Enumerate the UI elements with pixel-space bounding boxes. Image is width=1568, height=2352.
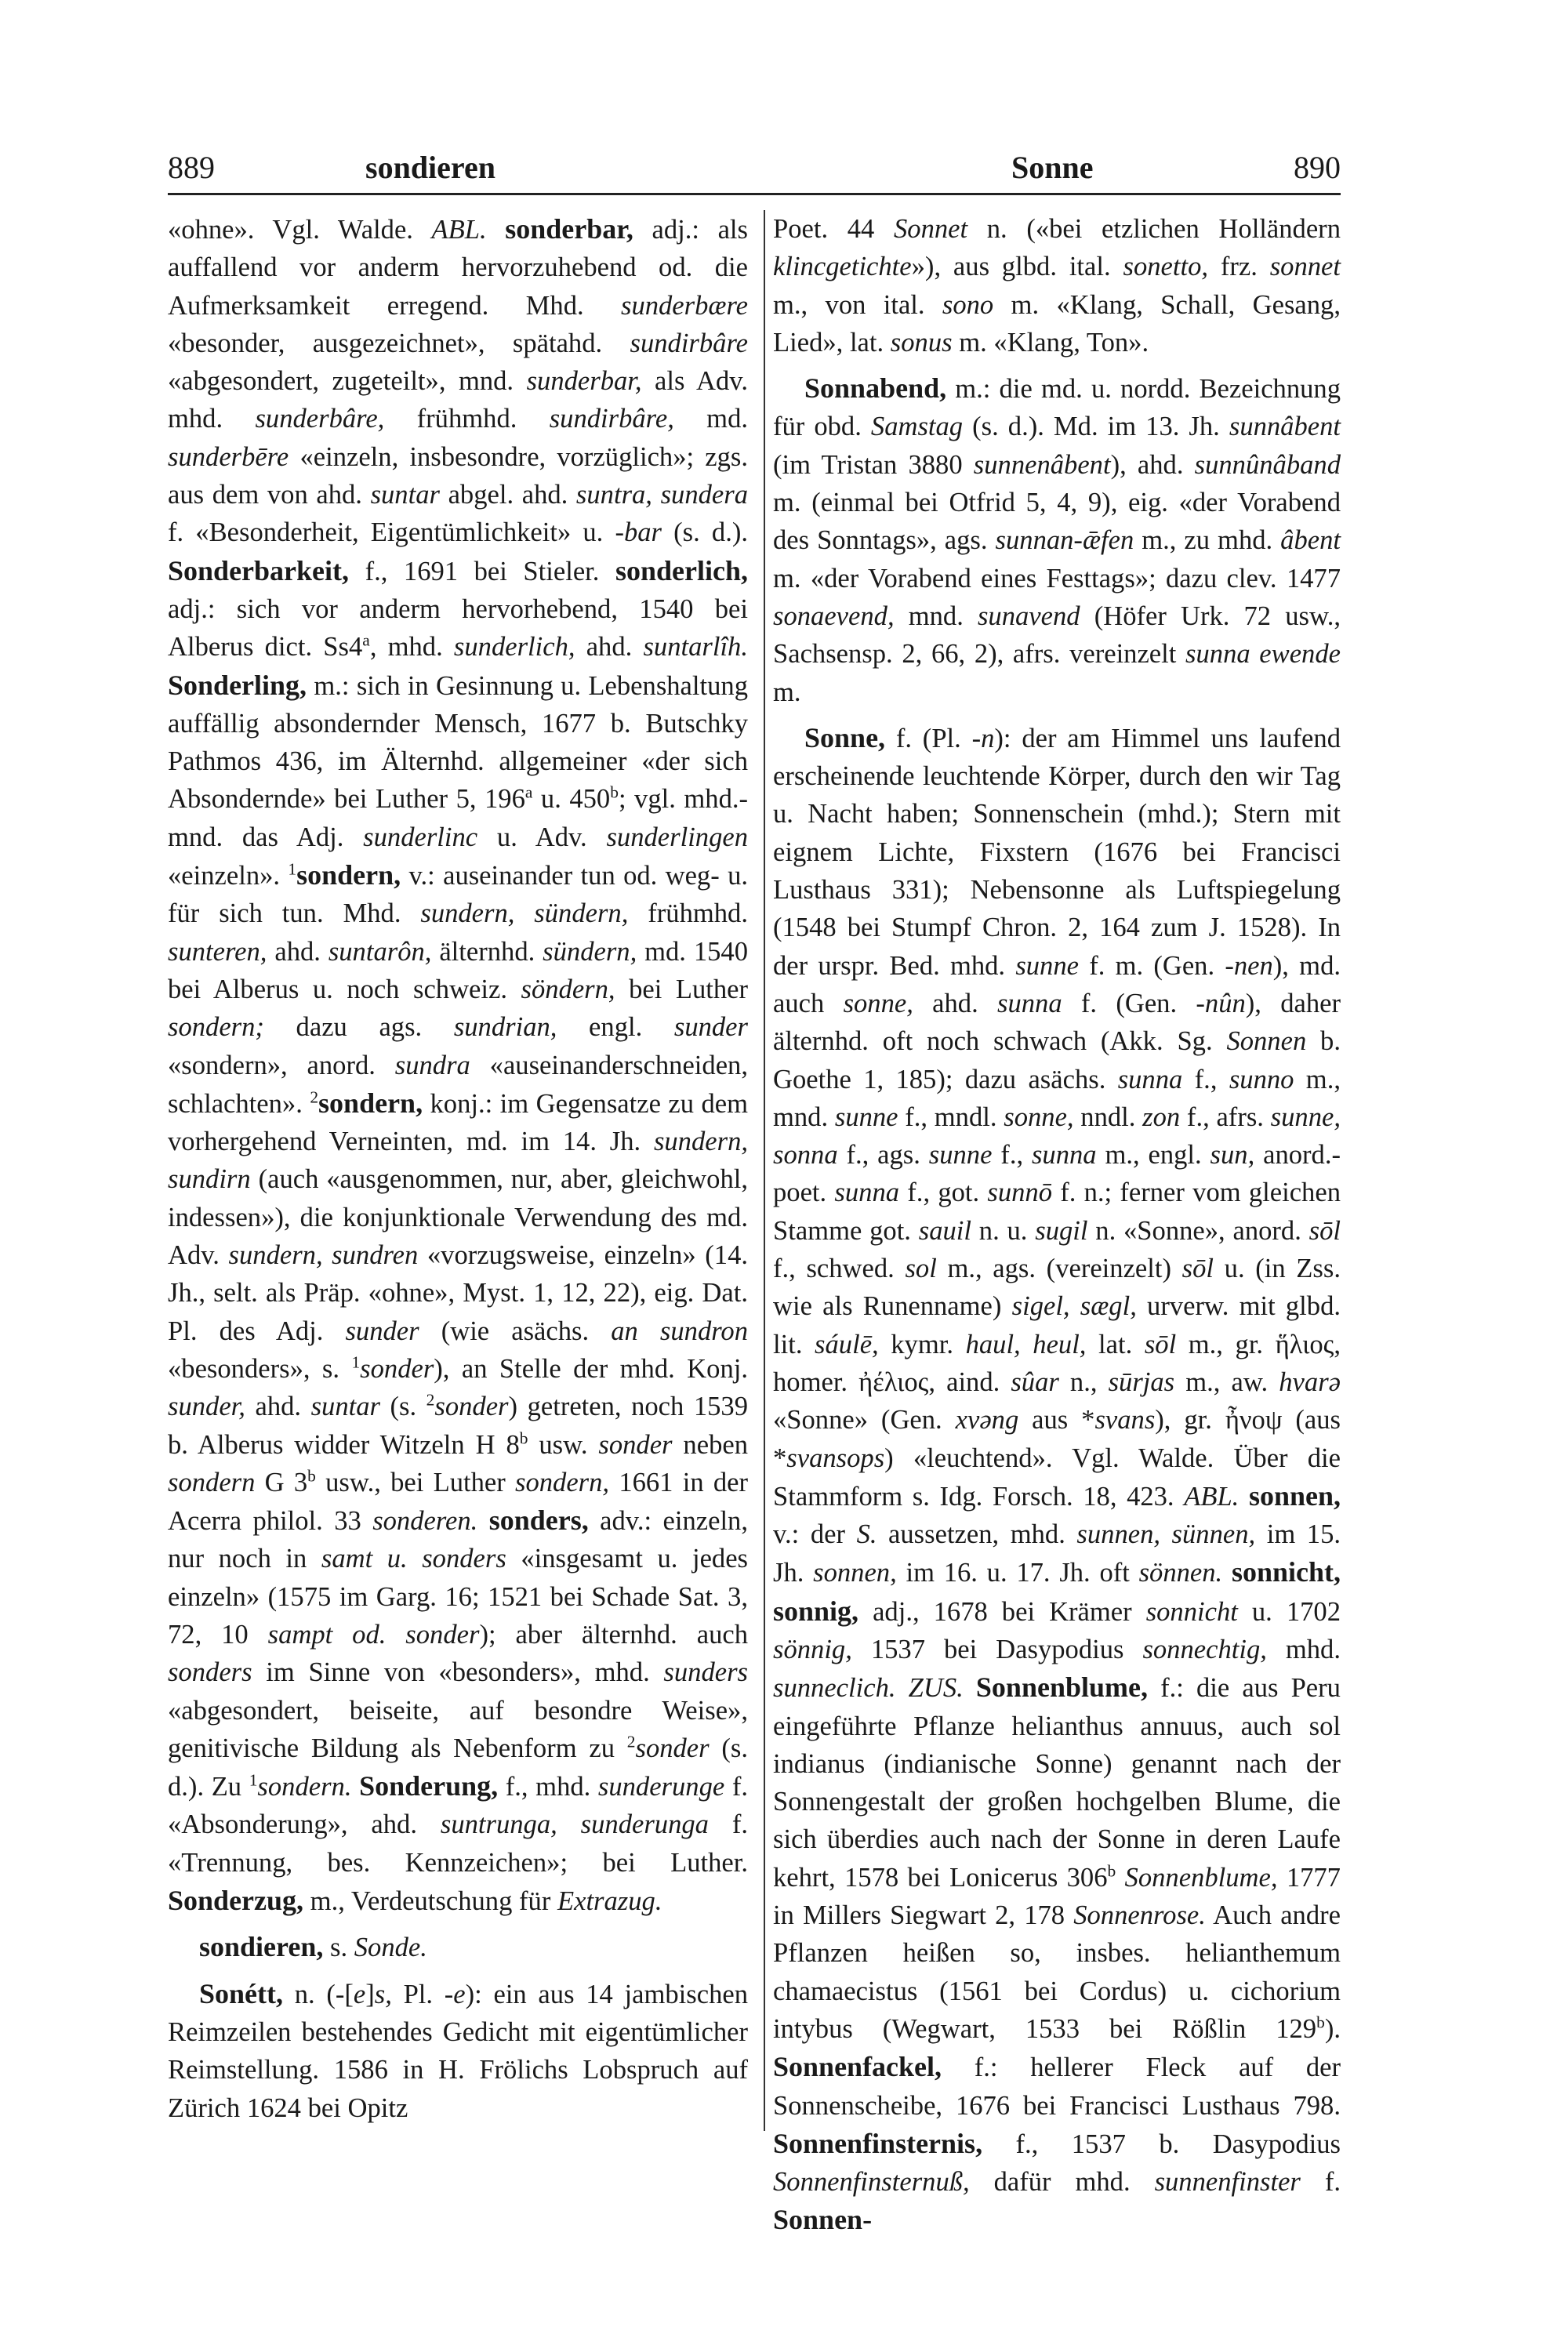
left-column [168, 210, 748, 2139]
right-column [773, 210, 1341, 2236]
header-rule [168, 193, 1341, 195]
entry-paragraph: Sonétt, n. (-[e]s, Pl. -e): ein aus 14 jambischen Reimzeilen bestehendes Gedicht mit eigentümlicher Reimstellung. 1586 in H. Frölichs Lobspruch auf Zürich 1624 bei Opitz [168, 1977, 748, 2123]
entry-paragraph: «ohne». Vgl. Walde. ABL. sonderbar, adj.: als auffallend vor anderm hervorzuhebend od. die Aufmerksamkeit erregend. Mhd. sunderbære «besonder, ausgezeichnet», spätahd. sundirbâre «abgesondert, zugeteilt», mnd. sunderbar, als Adv. mhd. sunderbâre, frühmhd. sundirbâre, md. sunderbēre «einzeln, insbesondre, vorzüglich»; zgs. aus dem von ahd. suntar abgel. ahd. suntra, sundera f. «Besonderheit, Eigentümlichkeit» u. -bar (s. d.). Sonderbarkeit, f., 1691 bei Stieler. sonderlich, adj.: sich vor anderm hervorhebend, 1540 bei Alberus dict. Ss4$^a$, mhd. sunderlich, ahd. suntarlîh. Sonderling, m.: sich in Gesinnung u. Lebenshaltung auffällig absondernder Mensch, 1677 b. Butschky Pathmos 436, im Älternhd. allgemeiner «der sich Absondernde» bei Luther 5, 196$^a$ u. 450$^b$; vgl. mhd.-mnd. das Adj. sunderlinc u. Adv. sunderlingen «einzeln». $^1$sondern, v.: auseinander tun od. weg- u. für sich tun. Mhd. sundern, sündern, frühmhd. sunteren, ahd. suntarôn, älternhd. sündern, md. 1540 bei Alberus u. noch schweiz. söndern, bei Luther sondern; dazu ags. sundrian, engl. sunder «sondern», anord. sundra «auseinanderschneiden, schlachten». $^2$sondern, konj.: im Gegensatze zu dem vorhergehend Verneinten, md. im 14. Jh. sundern, sundirn (auch «ausgenommen, nur, aber, gleichwohl, indessen»), die konjunktionale Verwendung des md. Adv. sundern, sundren «vorzugsweise, einzeln» (14. Jh., selt. als Präp. «ohne», Myst. 1, 12, 22), eig. Dat. Pl. des Adj. sunder (wie asächs. an sundron «besonders», s. $^1$sonder), an Stelle der mhd. Konj. sunder, ahd. suntar (s. $^2$sonder) getreten, noch 1539 b. Alberus widder Witzeln H 8$^b$ usw. sonder neben sondern G 3$^b$ usw., bei Luther sondern, 1661 in der Acerra philol. 33 sonderen. sonders, adv.: einzeln, nur noch in samt u. sonders «insgesamt u. jedes einzeln» (1575 im Garg. 16; 1521 bei Schade Sat. 3, 72, 10 sampt od. sonder); aber älternhd. auch sonders im Sinne von «besonders», mhd. sunders «abgesondert, beiseite, auf besondre Weise», genitivische Bildung als Nebenform zu $^2$sonder (s. d.). Zu $^1$sondern. Sonderung, f., mhd. sunderunge f. «Absonderung», ahd. suntrunga, sunderunga f. «Trennung, bes. Kennzeichen»; bei Luther. Sonderzug, m., Verdeutschung für Extrazug. [168, 213, 749, 1917]
entry-paragraph: Sonnabend, m.: die md. u. nordd. Bezeichnung für obd. Samstag (s. d.). Md. im 13. Jh. sunnâbent (im Tristan 3880 sunnenâbent), ahd. sunnûnâband m. (einmal bei Otfrid 5, 4, 9), eig. «der Vorabend des Sonntags», ags. sunnan-ǣfen m., zu mhd. âbent m. «der Vorabend eines Festtags»; dazu clev. 1477 sonaevend, mnd. sunavend (Höfer Urk. 72 usw., Sachsensp. 2, 66, 2), afrs. vereinzelt sunna ewende m. [773, 372, 1341, 707]
catchword-left: sondieren [365, 150, 495, 185]
entry-paragraph: Sonne, f. (Pl. -n): der am Himmel uns laufend erscheinende leuchtende Körper, durch den wir Tag u. Nacht haben; Sonnenschein (mhd.); Stern mit eignem Lichte, Fixstern (1676 bei Francisci Lusthaus 331); Nebensonne als Luftspiegelung (1548 bei Stumpf Chron. 2, 164 zum J. 1528). In der urspr. Bed. mhd. sunne f. m. (Gen. -nen), md. auch sonne, ahd. sunna f. (Gen. -nûn), daher älternhd. oft noch schwach (Akk. Sg. Sonnen b. Goethe 1, 185); dazu asächs. sunna f., sunno m., mnd. sunne f., mndl. sonne, nndl. zon f., afrs. sunne, sonna f., ags. sunne f., sunna m., engl. sun, anord.-poet. sunna f., got. sunnō f. n.; ferner vom gleichen Stamme got. sauil n. u. sugil n. «Sonne», anord. sōl f., schwed. sol m., ags. (vereinzelt) sōl u. (in Zss. wie als Runenname) sigel, sægl, urverw. mit glbd. lit. sáulē, kymr. haul, heul, lat. sōl m., gr. ἥλιος, homer. ἠέλιος, aind. sûar n., sūrjas m., aw. hvarə «Sonne» (Gen. xvəng aus *svans), gr. ἦνοψ (aus *svansops) «leuchtend». Vgl. Walde. Über die Stammform s. Idg. Forsch. 18, 423. ABL. sonnen, v.: der S. aussetzen, mhd. sunnen, sünnen, im 15. Jh. sonnen, im 16. u. 17. Jh. oft sönnen. sonnicht, sonnig, adj., 1678 bei Krämer sonnicht u. 1702 sönnig, 1537 bei Dasypodius sonnechtig, mhd. sunneclich. ZUS. Sonnenblume, f.: die aus Peru eingeführte Pflanze helianthus annuus, auch sol indianus (indianische Sonne) genannt nach der Sonnengestalt der großen hochgelben Blume, die sich überdies auch nach der Sonne in deren Laufe kehrt, 1578 bei Lonicerus 306$^b$ Sonnenblume, 1777 in Millers Siegwart 2, 178 Sonnenrose. Auch andre Pflanzen heißen so, insbes. helianthemum chamaecistus (1561 bei Cordus) u. cichorium intybus (Wegwart, 1533 bei Rößlin 129$^b$). Sonnenfackel, f.: hellerer Fleck auf der Sonnenscheibe, 1676 bei Francisci Lusthaus 798. Sonnenfinsternis, f., 1537 b. Dasypodius Sonnenfinsternuß, dafür mhd. sunnenfinster f. Sonnen- [773, 721, 1341, 2236]
page-number-left: 889 [168, 150, 215, 185]
page-number-right: 890 [1294, 150, 1341, 185]
running-header [168, 146, 1341, 190]
entry-paragraph: Poet. 44 Sonnet n. («bei etzlichen Holländern klincgetichte»), aus glbd. ital. sonetto, frz. sonnet m., von ital. sono m. «Klang, Schall, Gesang, Lied», lat. sonus m. «Klang, Ton». [773, 214, 1341, 358]
column-divider [764, 210, 765, 2131]
catchword-right: Sonne [1011, 150, 1094, 185]
entry-paragraph: sondieren, s. Sonde. [199, 1931, 427, 1963]
